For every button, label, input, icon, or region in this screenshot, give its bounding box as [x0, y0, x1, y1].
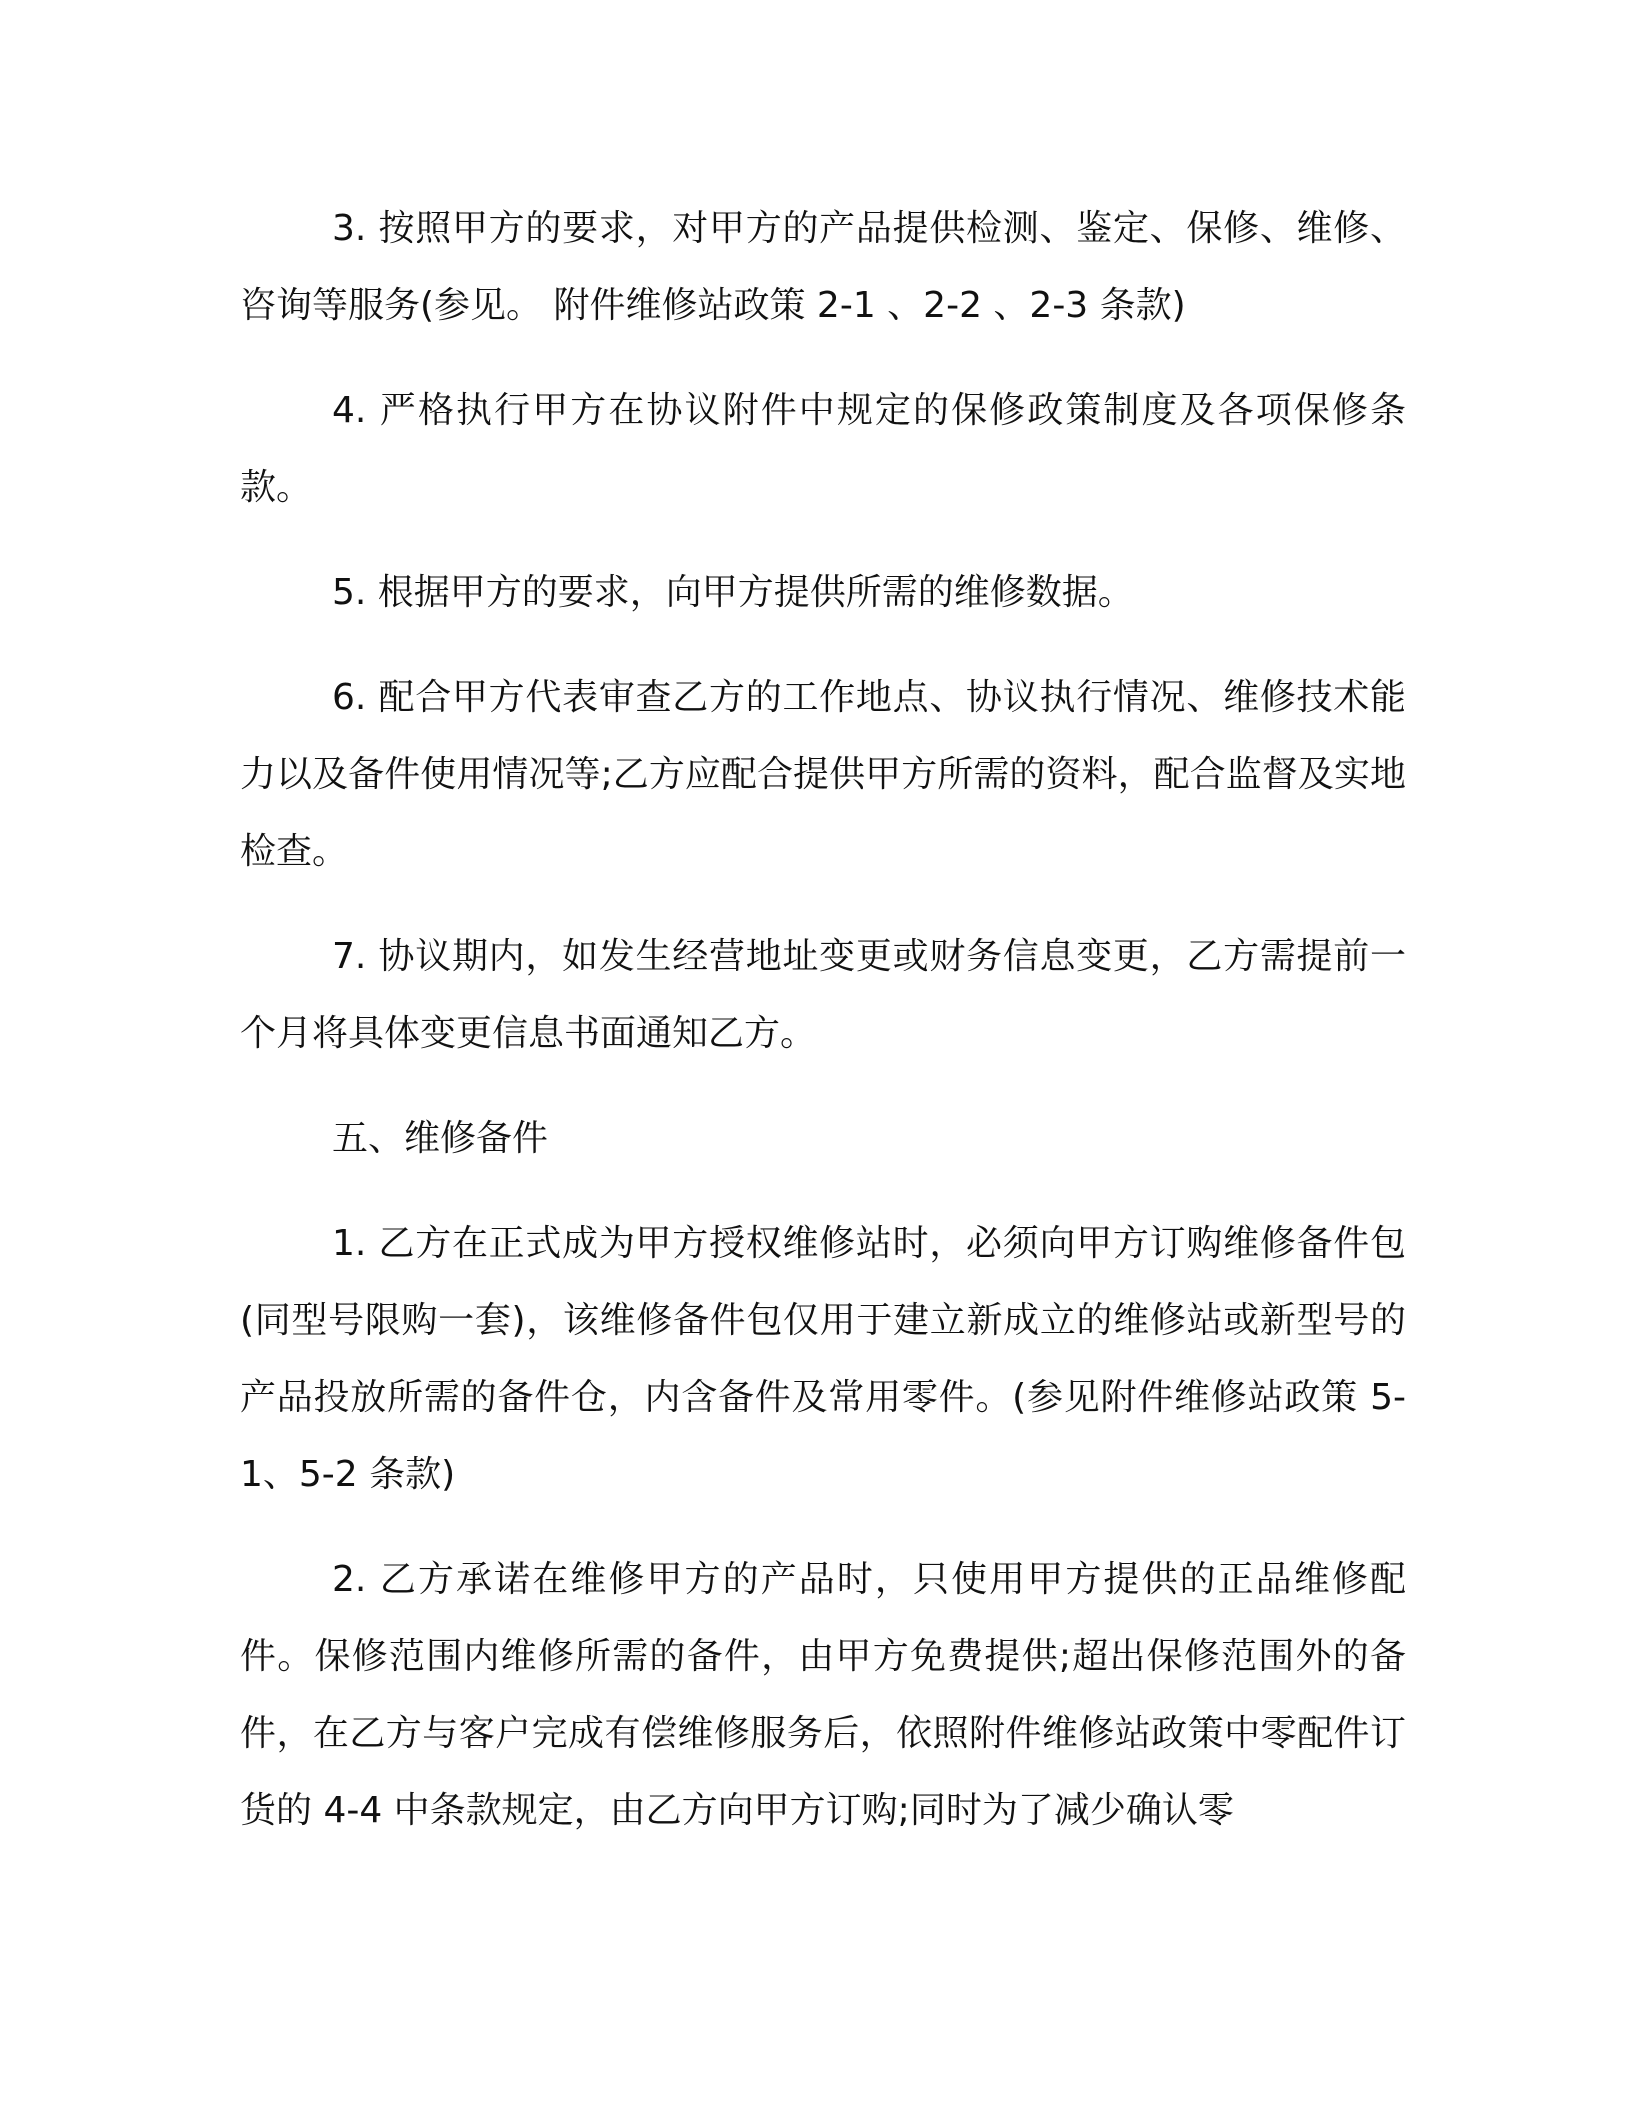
text-line: 备件，在乙方与客户完成有偿维修服务后，依照附件维修站政策中零 [240, 1636, 1406, 1754]
clause-paragraph [240, 190, 1406, 344]
text-line: 1. 乙方在正式成为甲方授权维修站时，必须向甲方订购维修备件 [332, 1223, 1370, 1264]
clause-paragraph [240, 554, 1406, 631]
text-line: 配件订货的 4-4 中条款规定，由乙方向甲方订购;同时为了减少确认零 [240, 1713, 1406, 1831]
text-line: 7. 协议期内，如发生经营地址变更或财务信息变更，乙方需提前 [332, 936, 1370, 977]
text-line: 一个月将具体变更信息书面通知乙方。 [240, 936, 1406, 1054]
section-heading [240, 1100, 1406, 1177]
text-line: 及实地检查。 [240, 754, 1406, 872]
text-line: 能力以及备件使用情况等;乙方应配合提供甲方所需的资料，配合监督 [240, 677, 1406, 795]
clause-paragraph [240, 1205, 1406, 1513]
text-line: 6. 配合甲方代表审查乙方的工作地点、协议执行情况、维修技术 [332, 677, 1370, 718]
heading-text: 五、维修备件 [332, 1118, 549, 1159]
clause-paragraph [240, 372, 1406, 526]
text-line: 件。保修范围内维修所需的备件，由甲方免费提供;超出保修范围外的 [240, 1636, 1370, 1677]
text-line: 包(同型号限购一套)，该维修备件包仅用于建立新成立的维修站或新型 [240, 1223, 1406, 1341]
text-line: 2. 乙方承诺在维修甲方的产品时，只使用甲方提供的正品维修配 [332, 1559, 1406, 1600]
clause-paragraph [240, 1541, 1406, 1849]
text-line: 政策 5-1、5-2 条款) [240, 1377, 1407, 1495]
text-line: 号的产品投放所需的备件仓，内含备件及常用零件。(参见附件维修站 [240, 1300, 1406, 1418]
clause-paragraph [240, 659, 1406, 890]
text-line: 咨询等服务(参见。 附件维修站政策 2-1 、2-2 、2-3 条款) [240, 285, 1186, 326]
text-line: 4. 严格执行甲方在协议附件中规定的保修政策制度及各项保修条 [332, 390, 1406, 431]
text-line: 5. 根据甲方的要求，向甲方提供所需的维修数据。 [332, 572, 1134, 613]
text-line: 款。 [240, 467, 313, 508]
text-line: 3. 按照甲方的要求，对甲方的产品提供检测、鉴定、保修、维修、 [332, 208, 1406, 249]
document-body [240, 190, 1406, 1877]
clause-paragraph [240, 918, 1406, 1072]
